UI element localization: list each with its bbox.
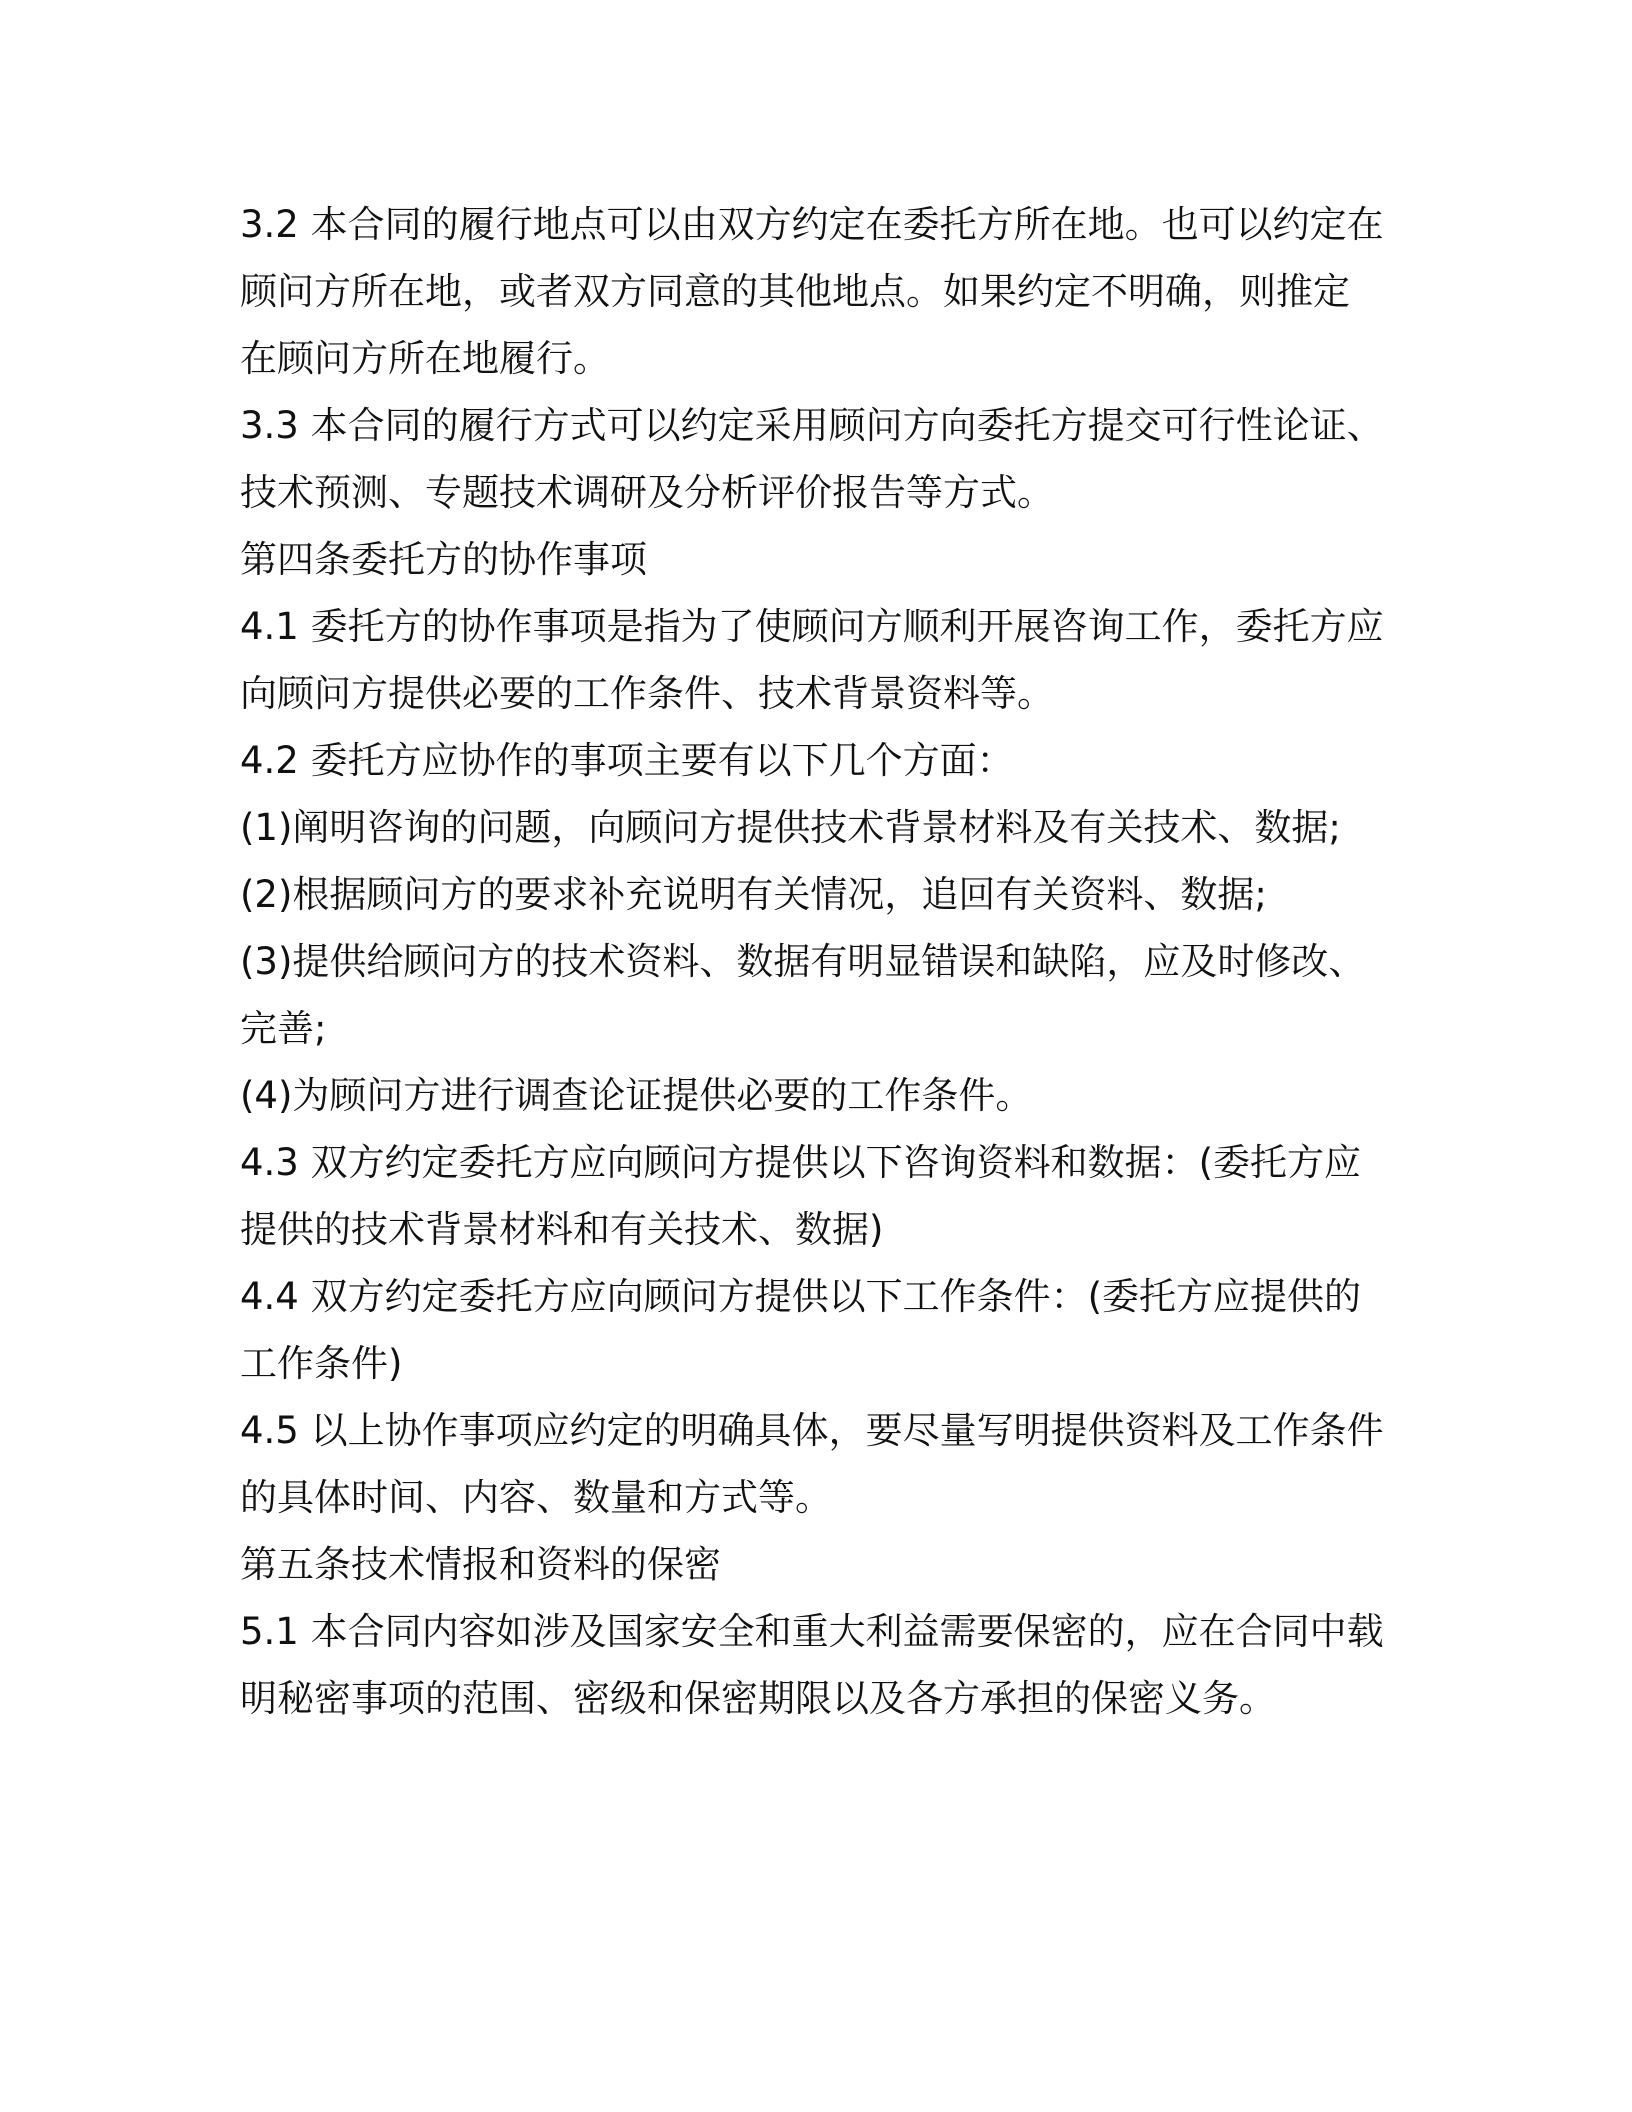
paragraph-line: 4.2 委托方应协作的事项主要有以下几个方面：	[240, 739, 1014, 782]
list-item: (2)根据顾问方的要求补充说明有关情况，追回有关资料、数据;	[240, 873, 1267, 916]
paragraph-line: 3.3 本合同的履行方式可以约定采用顾问方向委托方提交可行性论证、	[240, 404, 1384, 447]
paragraph-line: 技术预测、专题技术调研及分析评价报告等方式。	[240, 471, 1054, 514]
list-item: (4)为顾问方进行调查论证提供必要的工作条件。	[240, 1074, 1033, 1117]
section-heading: 第五条技术情报和资料的保密	[240, 1543, 721, 1586]
paragraph-line: 5.1 本合同内容如涉及国家安全和重大利益需要保密的，应在合同中载	[240, 1610, 1384, 1653]
paragraph-line: 在顾问方所在地履行。	[240, 337, 610, 380]
paragraph-line: 顾问方所在地，或者双方同意的其他地点。如果约定不明确，则推定	[240, 270, 1350, 313]
section-heading: 第四条委托方的协作事项	[240, 538, 647, 581]
list-item: (1)阐明咨询的问题，向顾问方提供技术背景材料及有关技术、数据;	[240, 806, 1341, 849]
document-body	[240, 191, 1400, 1732]
list-item: (3)提供给顾问方的技术资料、数据有明显错误和缺陷，应及时修改、	[240, 940, 1366, 983]
paragraph-line: 3.2 本合同的履行地点可以由双方约定在委托方所在地。也可以约定在	[240, 203, 1384, 246]
paragraph-line: 明秘密事项的范围、密级和保密期限以及各方承担的保密义务。	[240, 1677, 1276, 1720]
paragraph-line: 4.4 双方约定委托方应向顾问方提供以下工作条件：(委托方应提供的	[240, 1275, 1362, 1318]
list-item: 完善;	[240, 1007, 327, 1050]
paragraph-line: 提供的技术背景材料和有关技术、数据)	[240, 1208, 884, 1251]
paragraph-line: 的具体时间、内容、数量和方式等。	[240, 1476, 832, 1519]
paragraph-line: 4.1 委托方的协作事项是指为了使顾问方顺利开展咨询工作，委托方应	[240, 605, 1384, 648]
paragraph-line: 4.5 以上协作事项应约定的明确具体，要尽量写明提供资料及工作条件	[240, 1409, 1384, 1452]
paragraph-line: 向顾问方提供必要的工作条件、技术背景资料等。	[240, 672, 1054, 715]
paragraph-line: 4.3 双方约定委托方应向顾问方提供以下咨询资料和数据：(委托方应	[240, 1141, 1362, 1184]
paragraph-line: 工作条件)	[240, 1342, 403, 1385]
